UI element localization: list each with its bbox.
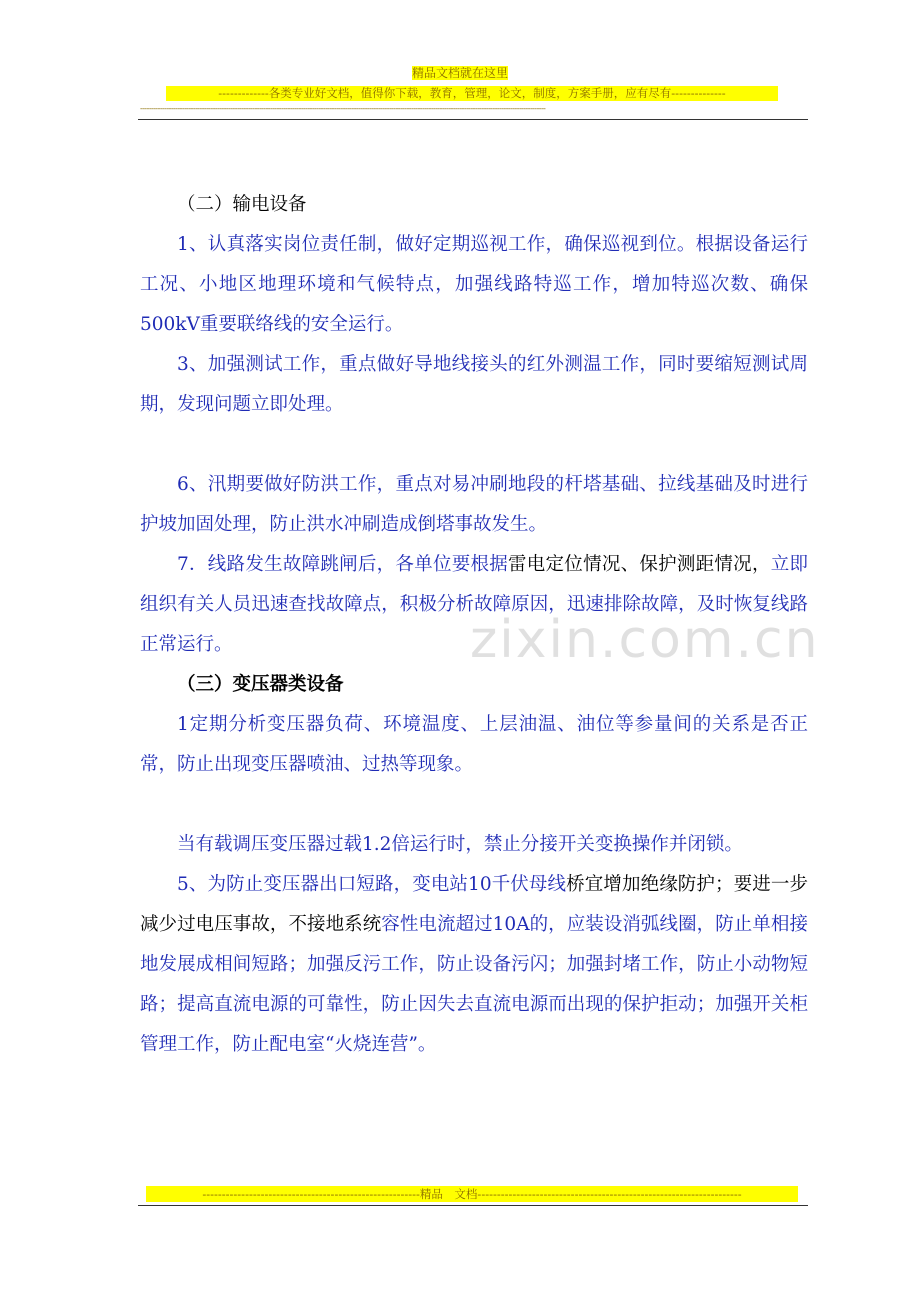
- paragraph-6: 6、汛期要做好防洪工作，重点对易冲刷地段的杆塔基础、拉线基础及时进行护坡加固处理，防止洪水冲刷造成倒塔事故发生。: [140, 474, 808, 535]
- transformer-paragraph-1: 1定期分析变压器负荷、环境温度、上层油温、油位等参量间的关系是否正常，防止出现变压器喷油、过热等现象。: [140, 714, 808, 775]
- paragraph-7-part-c: 立即组织有关人员迅速查找故障点，积极分析故障原因，迅速排除故障，及时恢复线路正常运行。: [140, 554, 808, 655]
- paragraph-1: 1、认真落实岗位责任制，做好定期巡视工作，确保巡视到位。根据设备运行工况、小地区地理环境和气候特点，加强线路特巡工作，增加特巡次数、确保500kV重要联络线的安全运行。: [140, 234, 808, 335]
- blank-line-2: [140, 785, 808, 825]
- paragraph-7-part-b: 雷电定位情况、保护测距情况，: [508, 554, 771, 575]
- paragraph-7: [140, 545, 808, 665]
- section-heading-transmission: （二）输电设备: [177, 194, 307, 215]
- paragraph-5-part-a: 5、为防止变压器出口短路，变电站10千伏母线: [177, 874, 567, 895]
- header-dash-line: ----------------------------------------------------------------------------------------------------------------------------------------------------------------------------------------: [140, 104, 546, 113]
- header-subtitle: -------------各类专业好文档，值得你下载，教育，管理，论文，制度，方案手册，应有尽有--------------: [166, 86, 778, 101]
- paragraph-5: [140, 865, 808, 1065]
- section-heading-transformer: （三）变压器类设备: [177, 674, 344, 695]
- blank-line: [140, 425, 808, 465]
- watermark: zixin.com.cn: [470, 610, 820, 670]
- header-title-text: 精品文档就在这里: [411, 66, 508, 80]
- tap-changer-paragraph: 当有载调压变压器过载1.2倍运行时，禁止分接开关变换操作并闭锁。: [177, 834, 743, 855]
- header-rule: [138, 119, 808, 120]
- document-body: [140, 185, 808, 1065]
- header-title: [0, 66, 920, 80]
- paragraph-7-part-a: 7．线路发生故障跳闸后，各单位要根据: [177, 554, 509, 575]
- paragraph-5-part-c: 容性电流超过10A的，应装设消弧线圈，防止单相接地发展成相间短路；加强反污工作，防止设备污闪；加强封堵工作，防止小动物短路；提高直流电源的可靠性，防止因失去直流电源而出现的保护拒动；加强开关柜管理工作，防止配电室“火烧连营”。: [140, 914, 808, 1055]
- footer-banner: --------------------------------------------------------精品 文档--------------------------------------------------------------------: [146, 1186, 798, 1202]
- footer-rule: [138, 1205, 808, 1206]
- paragraph-3: 3、加强测试工作，重点做好导地线接头的红外测温工作，同时要缩短测试周期，发现问题立即处理。: [140, 354, 808, 415]
- paragraph-5-part-b: 桥宜增加绝缘防护；要进一步减少过电压事故，不接地系统: [140, 874, 808, 935]
